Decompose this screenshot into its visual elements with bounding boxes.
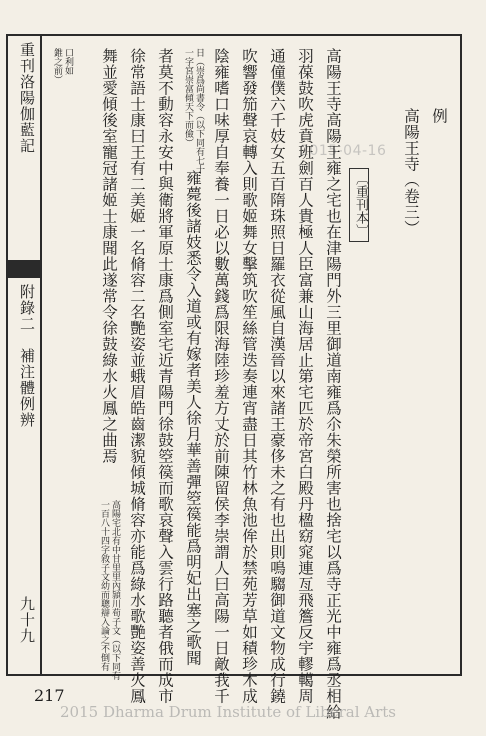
body-column-5: 陰雍嗜口味厚自奉養一日必以數萬錢爲限海陸珍羞方丈於前陳留侯李崇謂人曰高陽一日敵我千: [212, 48, 230, 704]
chapter-title: 高陽王寺（卷三）: [402, 108, 420, 236]
watermark-institute: 2015 Dharma Drum Institute of Liberal Arts: [60, 703, 396, 721]
margin-book-title: 重刊洛陽伽藍記: [18, 42, 36, 154]
margin-note-b: 錐之前）: [52, 48, 62, 84]
body-column-7: 徐常語士康曰王有二美姬一名脩容二名艷姿並蛾眉皓齒潔貌傾城脩容亦能爲綠水歌艷姿善火鳳: [128, 48, 146, 704]
interlinear-note-5b: 一字宮崇富傾天下而儉）: [183, 48, 193, 147]
interlinear-note-5a: 日（崇爲尚書令（以下同有七十: [194, 48, 204, 174]
example-label: 例: [430, 108, 448, 124]
edition-label: 〔重刊本〕: [353, 172, 368, 237]
body-column-1: 高陽王寺高陽王雍之宅也在津陽門外三里御道南雍爲尒朱榮所害也捨宅以爲寺正光中雍爲丞相給: [324, 48, 342, 720]
body-column-3: 通僮僕六千妓女五百隋珠照日羅衣從風自漢晉以來諸王豪侈未之有也出則鳴騶御道文物成行鐃: [268, 48, 286, 704]
margin-note-a: 口利如: [63, 48, 73, 75]
body-column-6: 者莫不動容永安中與衛將軍原士康爲側室宅近青陽門徐鼓箜篌而歌哀聲入雲行路聽者俄而成市: [156, 48, 174, 704]
margin-folio: 九十九: [18, 596, 36, 644]
watermark-date: 2015-04-16: [300, 143, 387, 159]
body-column-8: 舞並愛傾後室寵冠諸姬士康聞此遂常令徐鼓綠水火鳳之曲焉: [100, 48, 118, 464]
margin-fishtail-mark: [8, 260, 40, 278]
margin-section-title: 附錄二 補注體例辨: [18, 284, 36, 428]
interlinear-end-b: 一百八十四字敘子文幼而聰辯入論之不倒有: [99, 500, 109, 671]
body-column-4: 吹響發笳聲哀轉入則歌姬舞女擊筑吹笙絲管迭奏連宵盡日其竹林魚池侔於禁苑芳草如積珍木成: [240, 48, 258, 704]
interlinear-end-a: 高陽宅北有中甘里里內頴川荀子文（以下同有: [110, 500, 120, 680]
body-column-2: 羽葆鼓吹虎賁班劍百人貴極人臣富兼山海居止第宅匹於帝宮白殿丹楹窈窕連亙飛簷反宇轇轕周: [296, 48, 314, 704]
body-column-5-continued: 雍薨後諸妓悉令入道或有嫁者美人徐月華善彈箜篌能爲明妃出塞之歌聞: [184, 170, 202, 666]
margin-column: [8, 36, 42, 674]
page-number: 217: [34, 686, 65, 705]
